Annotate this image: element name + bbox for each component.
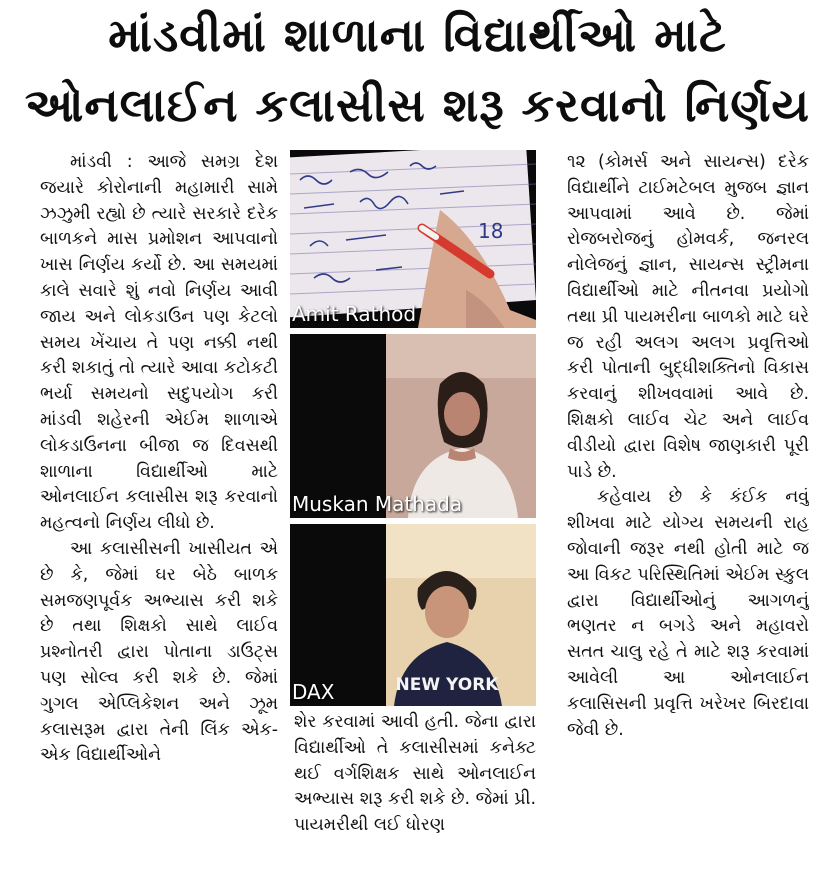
svg-text:18: 18: [478, 219, 504, 243]
headline: [0, 6, 835, 134]
article-column-middle: [294, 710, 536, 894]
participant-name-label: Muskan Mathada: [292, 492, 463, 516]
shirt-print: NEW YORK: [395, 675, 499, 695]
headline-line-1: માંડવીમાં શાળાના વિદ્યાર્થીઓ માટે: [108, 8, 727, 62]
video-tile-muskan-mathada: [290, 334, 536, 518]
article-paragraph: શેર કરવામાં આવી હતી. જેના દ્વારા વિદ્યાર્થીઓ તે કલાસીસમાં કનેક્ટ થઈ વર્ગશિક્ષક સાથે ઓનલાઈન અભ્યાસ શરૂ કરી શકે છે. જેમાં પ્રી. પાયમરીથી લઈ ધોરણ: [294, 712, 536, 836]
article-column-left: [40, 150, 278, 894]
participant-name-label: DAX: [292, 680, 335, 704]
student-photo-boy: [290, 524, 536, 706]
article-paragraph: આ કલાસીસની ખાસીયત એ છે કે, જેમાં ઘર બેઠે બાળક સમજણપૂર્વક અભ્યાસ કરી શકે છે તથા શિક્ષકો સાથે લાઈવ પ્રશ્નોતરી દ્વારા પોતાના ડાઉટ્સ પણ સોલ્વ કરી શકે છે. જેમાં ગુગલ એપ્લિકેશન અને ઝૂમ કલાસરૂમ દ્વારા તેની લિંક એક-એક વિદ્યાર્થીઓને: [40, 538, 278, 766]
article-column-right: [567, 150, 809, 894]
student-photo-girl: [290, 334, 536, 518]
article-paragraph: ૧૨ (કોમર્સ અને સાયન્સ) દરેક વિદ્યાર્થીને ટાઈમટેબલ મુજબ જ્ઞાન આપવામાં આવે છે. જેમાં રોજબરોજનું હોમવર્ક, જનરલ નોલેજનું જ્ઞાન, સાયન્સ સ્ટ્રીમના વિદ્યાર્થીઓ માટે નીતનવા પ્રયોગો તથા પ્રી પાયમરીના બાળકો માટે ઘરે જ રહી અલગ અલગ પ્રવૃત્તિઓ કરી પોતાની બુદ્ધીશક્તિનો વિકાસ કરવાનું શીખવવામાં આવે છે. શિક્ષકો લાઈવ ચેટ અને લાઈવ વીડીયો દ્વારા વિશેષ જાણકારી પૂરી પાડે છે.: [567, 152, 809, 482]
video-tile-dax: [290, 524, 536, 706]
video-tile-amit-rathod: [290, 150, 536, 328]
article-paragraph: કહેવાય છે કે કંઈક નવું શીખવા માટે યોગ્ય સમયની રાહ જોવાની જરૂર નથી હોતી માટે જ આ વિકટ પરિસ્થિતિમાં એઈમ સ્કુલ દ્વારા વિદ્યાર્થીઓનું આગળનું ભણતર ન બગડે અને મહાવરો સતત ચાલુ રહે તે માટે શરૂ કરવામાં આવેલી આ ઓનલાઈન કલાસિસની પ્રવૃત્તિ ખરેખર બિરદાવા જેવી છે.: [567, 487, 809, 740]
participant-name-label: Amit Rathod: [292, 302, 417, 326]
article-paragraph: માંડવી : આજે સમગ્ર દેશ જયારે કોરોનાની મહામારી સામે ઝઝુમી રહ્યો છે ત્યારે સરકારે દરેક બાળકને માસ પ્રમોશન આપવાનો ખાસ નિર્ણય કર્યો છે. આ સમયમાં કાલે સવારે શું નવો નિર્ણય આવી જાય અને લોકડાઉન પણ કેટલો સમય ખેંચાય તે પણ નક્કી નથી કરી શકાતું તો ત્યારે આવા કટોકટી ભર્યા સમયનો સદુપયોગ કરી માંડવી શહેરની એઈમ શાળાએ લોકડાઉનના બીજા જ દિવસથી શાળાના વિદ્યાર્થીઓ માટે ઓનલાઈન કલાસીસ શરૂ કરવાનો મહત્વનો નિર્ણય લીધો છે.: [40, 152, 278, 534]
headline-line-2: ઓનલાઈન કલાસીસ શરૂ કરવાનો નિર્ણય: [24, 78, 811, 132]
